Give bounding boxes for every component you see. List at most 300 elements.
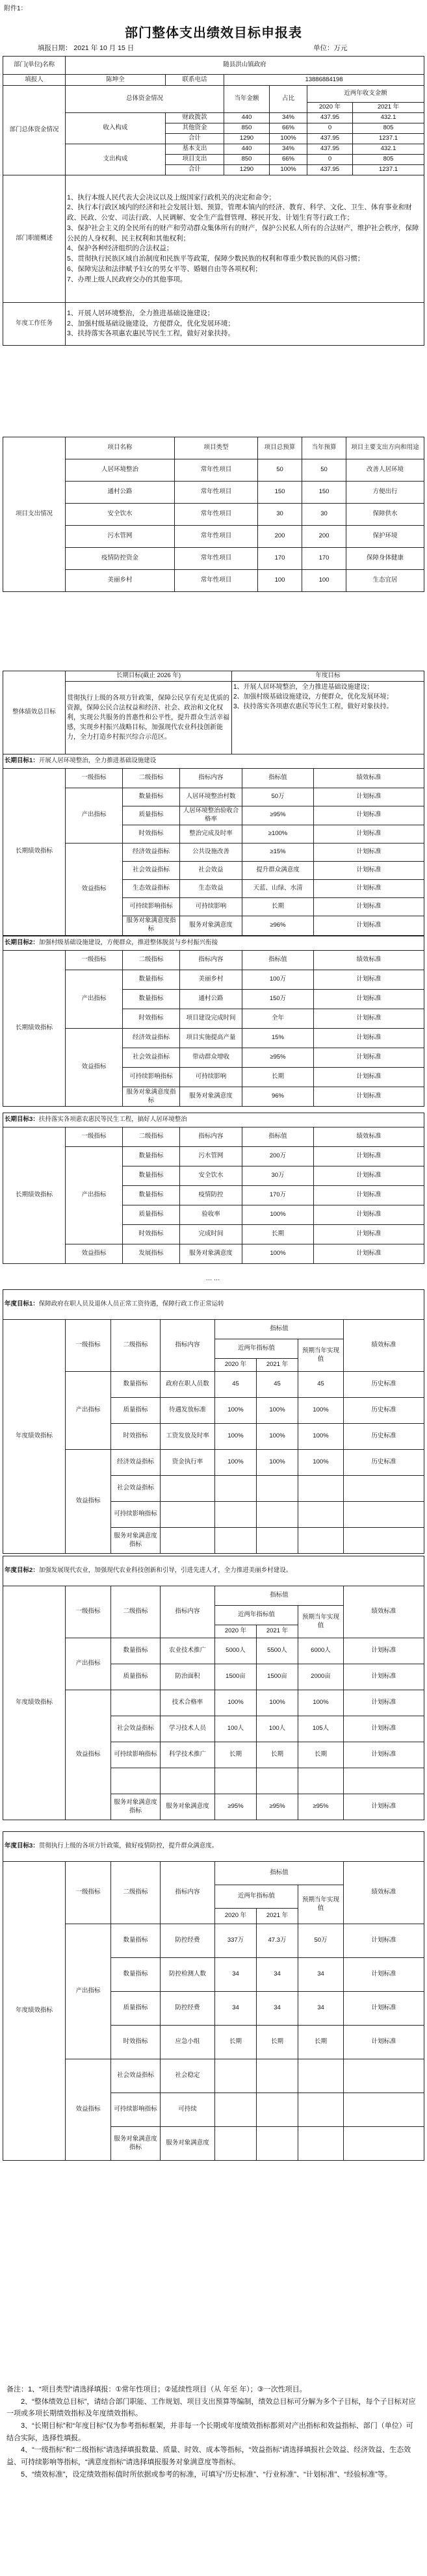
table-cell: 50万: [298, 1924, 344, 1958]
dept-label: 部门(单位)名称: [3, 57, 66, 75]
table-cell: 安全饮水: [180, 1166, 242, 1186]
table-cell: 美丽乡村: [66, 570, 175, 592]
overall-goal-table: [3, 671, 424, 754]
table-cell: 长期: [257, 2026, 298, 2059]
col-header: 2020 年: [215, 1909, 257, 1924]
col-header: 绩效标准: [344, 1862, 424, 1924]
table-cell: 其他资金: [166, 123, 224, 134]
table-cell: 计划标准: [314, 1166, 424, 1186]
table-cell: 疫情防控: [180, 1186, 242, 1205]
table-cell: 可持续: [161, 2093, 215, 2127]
table-cell: 全年: [242, 1009, 314, 1029]
table-cell: 47.3万: [257, 1924, 298, 1958]
page-title: 部门整体支出绩效目标申报表: [125, 25, 302, 40]
table-cell: 天蓝、山绿、水清: [242, 879, 314, 897]
col-header: 二级指标: [111, 1586, 161, 1638]
table-cell: 长期: [242, 897, 314, 916]
table-cell: 服务对象满意度指标: [123, 1087, 180, 1107]
table-cell: 96%: [242, 1087, 314, 1107]
attachment-label: 附件1：: [4, 5, 27, 12]
table-cell: 30: [258, 504, 302, 526]
duty-text: 1、执行本级人民代表大会决议以及上级国家行政机关的决定和命令； 2、执行本行政区域内的经济和社会发展计划、预算，管理本镇内的经济、教育、科学、文化、卫生、体育事业和财政、民政、公安、司法行政、人民调解、安全生产监督管理、移民开发、计划生育等行政工作； 3、保护社会主义的全民所有的财产和劳动群众集体所有的财产，保护公民私人所有的合法财产，维护社会秩序，保障公民的人身权利、民主权利和其他权利； 4、保护各种经济组织的合法权益； 5、贯彻执行民族区域自治制度和民族平等政策，保障少数民族的权利和尊重少数民族的风俗习惯； 6、保障宪法和法律赋予妇女的男女平等、婚姻自由等各项权利； 7、办理上级人民政府交办的其他事项。: [66, 175, 424, 303]
table-cell: 常年性项目: [175, 504, 258, 526]
table-cell: 100%: [257, 1398, 298, 1424]
table-cell: 长期: [298, 2026, 344, 2059]
table-cell: 计划标准: [314, 1147, 424, 1166]
dept-value: 随县洪山镇政府: [66, 57, 424, 75]
table-cell: 服务对象满意度: [161, 2127, 215, 2161]
projects-table: [3, 437, 424, 592]
table-cell: 常年性项目: [175, 482, 258, 504]
table-cell: 常年性项目: [175, 548, 258, 570]
table-row: [3, 526, 424, 548]
table-cell: 长期: [242, 1068, 314, 1087]
table-cell: 经济效益指标: [123, 1029, 180, 1048]
table-cell: 440: [224, 144, 270, 155]
expend-label: 支出构成: [66, 144, 166, 175]
col-header: 一级指标: [66, 951, 123, 970]
year-target-1-head: 年度目标1：保障政府在职人员及退休人员正常工资待遇，保障行政工作正常运转: [3, 1290, 424, 1320]
table-cell: 历史标准: [344, 1372, 424, 1398]
table-cell: 产出指标: [66, 970, 123, 1029]
funds-label: 部门总体资金情况: [3, 86, 66, 175]
table-cell: 效益指标: [66, 1690, 111, 1820]
duty-label: 部门职能概述: [3, 175, 66, 303]
table-cell: 100%: [257, 1690, 298, 1716]
col-header: 指标内容: [180, 1127, 242, 1147]
table-cell: 数量指标: [123, 990, 180, 1009]
year-target-3-head: 年度目标3：贯彻执行上级的各项方针政策，做好疫情防控，提升群众满意度。: [3, 1832, 424, 1862]
col-header: 二级指标: [123, 769, 180, 788]
table-cell: 170: [302, 548, 346, 570]
table-cell: 0: [307, 123, 353, 134]
table-cell: 34: [215, 1992, 257, 2026]
table-cell: 历史标准: [344, 1398, 424, 1424]
table-cell: 计划标准: [314, 1186, 424, 1205]
table-cell: 计划标准: [314, 1244, 424, 1264]
table-cell: 质量指标: [123, 1205, 180, 1225]
table-cell: 疫情防控资金: [66, 548, 175, 570]
table-cell: ≥95%: [215, 1794, 257, 1820]
table-cell: 带动群众增收: [180, 1048, 242, 1068]
table-cell: 计划标准: [344, 1924, 424, 1958]
table-cell: 产出指标: [66, 1924, 111, 2059]
long-goal-text: 贯彻执行上级的各项方针政策，保障公民享有充足优质的资源，保障公民合法权益和经济、社会、政治和文化权利，实现公共服务的普惠性和公平性，提升群众生活幸福感，实现乡村振兴战略目标，加强现代农业科技创新能力，全力打造乡村振兴综合示范区。: [66, 682, 232, 754]
table-cell: 完成时间: [180, 1225, 242, 1244]
table-cell: 5000人: [215, 1638, 257, 1664]
table-cell: 美丽乡村: [180, 970, 242, 990]
col-header: 2021 年: [257, 1359, 298, 1372]
col-header: 预期当年实现值: [298, 1606, 344, 1638]
table-cell: 100人: [257, 1716, 298, 1742]
table-cell: 通村公路: [180, 990, 242, 1009]
table-cell: [111, 1690, 161, 1716]
overall-label: 整体绩效总目标: [3, 671, 66, 754]
table-cell: 计划标准: [344, 1716, 424, 1742]
table-cell: ≥100%: [242, 825, 314, 843]
note-line: 备注：1、“项目类型”请选择填报：①常年性项目；②延续性项目（从 年至 年）；③一次性项目。: [6, 2386, 307, 2393]
table-cell: 200: [258, 526, 302, 548]
table-cell: 服务对象满意度指标: [111, 1528, 161, 1554]
table-cell: 计划标准: [344, 1690, 424, 1716]
table-cell: 1290: [224, 134, 270, 144]
table-row: [3, 570, 424, 592]
table-cell: 437.95: [307, 165, 353, 175]
table-cell: 通村公路: [66, 482, 175, 504]
annual-text: 1、开展人居环境整治，全力推进基础设施建设； 2、加强村级基础设施建设，方便群众，优化发展环境； 3、扶持落实各项惠农惠民等民生工程，做好对象扶持。: [66, 303, 424, 346]
table-cell: 应急小组: [161, 2026, 215, 2059]
table-cell: 计划标准: [314, 990, 424, 1009]
table-cell: 45: [257, 1372, 298, 1398]
table-cell: 社会效益: [180, 861, 242, 879]
table-cell: 计划标准: [314, 970, 424, 990]
table-cell: 50: [258, 459, 302, 482]
table-cell: 计划标准: [344, 1992, 424, 2026]
table-cell: 长期: [242, 1225, 314, 1244]
table-cell: 100%: [257, 1450, 298, 1476]
filler-label: 填报人: [3, 75, 66, 86]
col-header: 2020 年: [215, 1359, 257, 1372]
table-cell: 学习技术人员: [161, 1716, 215, 1742]
table-cell: 质量指标: [111, 1664, 161, 1690]
table-cell: ≥95%: [298, 1794, 344, 1820]
table-cell: 计划标准: [314, 1068, 424, 1087]
col-header: 指标内容: [180, 951, 242, 970]
long-metrics-label: 长期绩效指标: [3, 951, 66, 1107]
table-cell: 质量指标: [123, 806, 180, 825]
table-cell: 污水管网: [180, 1147, 242, 1166]
table-cell: 805: [353, 155, 424, 165]
table-cell: 45: [298, 1372, 344, 1398]
table-cell: 计划标准: [314, 1225, 424, 1244]
col-header: 一级指标: [66, 1127, 123, 1147]
table-cell: 验收率: [180, 1205, 242, 1225]
table-cell: 200万: [242, 1147, 314, 1166]
table-cell: 计划标准: [314, 806, 424, 825]
long-goal-header: 长期目标(截止 2026 年): [66, 671, 232, 682]
table-cell: 数量指标: [123, 1186, 180, 1205]
table-cell: 常年性项目: [175, 570, 258, 592]
table-cell: 效益指标: [66, 2059, 111, 2161]
table-cell: 100%: [215, 1398, 257, 1424]
table-cell: 150: [302, 482, 346, 504]
col-header: 预期当年实现值: [298, 1339, 344, 1372]
table-cell: 100%: [298, 1424, 344, 1450]
col-header: 二级指标: [123, 951, 180, 970]
table-cell: 100%: [215, 1424, 257, 1450]
table-cell: 数量指标: [111, 1372, 161, 1398]
table-cell: 34: [298, 1992, 344, 2026]
col-header: 绩效标准: [314, 769, 424, 788]
col-header: 绩效标准: [344, 1586, 424, 1638]
table-cell: 805: [353, 123, 424, 134]
table-cell: 45: [215, 1372, 257, 1398]
table-cell: 人居环境整治: [66, 459, 175, 482]
long-target-2: [3, 936, 424, 1107]
continuation-dots: ……: [205, 1275, 222, 1282]
unit-label: 单位：万元: [313, 44, 348, 52]
table-cell: 可持续影响指标: [111, 2093, 161, 2127]
table-cell: 社会效益指标: [111, 1476, 161, 1502]
table-cell: 100%: [215, 1690, 257, 1716]
table-cell: 经济效益指标: [111, 1450, 161, 1476]
table-cell: 150: [258, 482, 302, 504]
year-target-2-head: 年度目标2：加强发展现代农业，加强现代农业科技创新和引导，引进先进人才，全力推进美丽乡村建设。: [3, 1556, 424, 1586]
table-cell: 计划标准: [314, 861, 424, 879]
table-cell: 可持续影响指标: [111, 1742, 161, 1768]
col-header: 绩效标准: [314, 951, 424, 970]
table-cell: 服务对象满意度指标: [111, 1794, 161, 1820]
table-cell: 质量指标: [111, 1992, 161, 2026]
col-header: 绩效标准: [344, 1320, 424, 1372]
col-header: 指标内容: [161, 1320, 215, 1372]
table-cell: 保障供水: [346, 504, 424, 526]
table-cell: 6000人: [298, 1638, 344, 1664]
table-cell: 105人: [298, 1716, 344, 1742]
table-cell: 计划标准: [344, 2026, 424, 2059]
table-cell: 66%: [270, 123, 307, 134]
table-cell: 数量指标: [111, 1924, 161, 1958]
table-cell: 防控检测人数: [161, 1958, 215, 1992]
table-cell: 社会效益指标: [111, 2059, 161, 2093]
table-cell: 计划标准: [344, 1958, 424, 1992]
table-cell: 项目建设完成时间: [180, 1009, 242, 1029]
year-2020: 2020 年: [307, 103, 353, 113]
table-cell: 170万: [242, 1186, 314, 1205]
year-target-3: [3, 1831, 424, 2161]
table-cell: ≥95%: [242, 806, 314, 825]
table-cell: 整治完成及时率: [180, 825, 242, 843]
long-target-1-head: 长期目标1：开展人居环境整治，全力推进基础设施建设: [3, 754, 424, 769]
table-cell: 保护环境: [346, 526, 424, 548]
table-cell: 历史标准: [344, 1424, 424, 1450]
funds-recent-header: 近两年收支金额: [307, 86, 424, 103]
table-cell: 50万: [242, 788, 314, 806]
table-cell: 计划标准: [344, 1794, 424, 1820]
col-header: 指标内容: [161, 1586, 215, 1638]
long-metrics-label: 长期绩效指标: [3, 1127, 66, 1264]
table-cell: 5500人: [257, 1638, 298, 1664]
table-cell: 30: [302, 504, 346, 526]
table-cell: 提升群众满意度: [242, 861, 314, 879]
note-line: 3、“长期目标”和“年度目标”仅为参考指标框架，并非每一个长期或年度绩效指标都须对产出指标和效益指标、部门（单位）可结合实际，选择性填报。: [6, 2422, 413, 2442]
table-cell: 100%: [270, 134, 307, 144]
table-cell: 服务对象满意度指标: [123, 916, 180, 935]
table-cell: 1500亩: [257, 1664, 298, 1690]
col-header: 项目主要支出方向和用途: [346, 437, 424, 459]
table-cell: 服务对象满意度: [180, 1244, 242, 1264]
table-cell: 100%: [257, 1424, 298, 1450]
table-cell: 效益指标: [66, 1450, 111, 1554]
long-target-3: [3, 1113, 424, 1264]
table-cell: 30万: [242, 1166, 314, 1186]
table-row: [3, 504, 424, 526]
table-cell: 计划标准: [314, 897, 424, 916]
year-goal-text: 1、开展人居环境整治，全力推进基础设施建设； 2、加强村级基础设施建设，方便群众，优化发展环境； 3、扶持落实各项惠农惠民等民生工程，做好对象扶持。: [232, 682, 424, 754]
table-cell: 技术合格率: [161, 1690, 215, 1716]
table-cell: 常年性项目: [175, 459, 258, 482]
table-cell: 34: [298, 1958, 344, 1992]
table-row: [3, 482, 424, 504]
table-cell: 公共设施改善: [180, 843, 242, 861]
table-cell: 长期: [257, 1742, 298, 1768]
long-target-3-head: 长期目标3：扶持落实各项惠农惠民等民生工程，搞好人居环境整治: [3, 1113, 424, 1127]
table-cell: 服务对象满意度: [161, 1794, 215, 1820]
table-cell: 100万: [242, 970, 314, 990]
table-cell: 数量指标: [123, 970, 180, 990]
year-target-2: [3, 1556, 424, 1820]
table-cell: 社会效益指标: [111, 1716, 161, 1742]
table-cell: 850: [224, 123, 270, 134]
note-line: 2、“整体绩效总目标”，请结合部门职能、工作规划、项目支出预算等编制，绩效总目标可分解为多个子目标，每个子目标对应一项或多项长期绩效指标及年度绩效指标。: [6, 2397, 416, 2418]
table-cell: 437.95: [307, 134, 353, 144]
table-cell: 保障身体健康: [346, 548, 424, 570]
table-cell: 发展指标: [123, 1244, 180, 1264]
table-cell: 2000亩: [298, 1664, 344, 1690]
table-cell: ≥95%: [257, 1794, 298, 1820]
col-header: 一级指标: [66, 1862, 111, 1924]
table-cell: 100%: [215, 1450, 257, 1476]
phone-label: 联系电话: [166, 75, 224, 86]
table-cell: 农业技术推广: [161, 1638, 215, 1664]
col-header: 一级指标: [66, 1320, 111, 1372]
table-cell: 432.1: [353, 144, 424, 155]
table-cell: 数量指标: [123, 788, 180, 806]
table-cell: 产出指标: [66, 1372, 111, 1450]
funds-amount-header: 当年金额: [224, 86, 270, 113]
table-cell: 计划标准: [314, 1009, 424, 1029]
table-cell: 服务对象满意度: [180, 1087, 242, 1107]
col-header: 近两年指标值: [215, 1606, 298, 1625]
table-cell: 政府在职人员数: [161, 1372, 215, 1398]
table-cell: 效益指标: [66, 843, 123, 935]
table-cell: 方便出行: [346, 482, 424, 504]
table-cell: 科学技术推广: [161, 1742, 215, 1768]
table-cell: 质量指标: [111, 1398, 161, 1424]
table-cell: 防治面积: [161, 1664, 215, 1690]
table-cell: 产出指标: [66, 1638, 111, 1690]
col-header: 二级指标: [123, 1127, 180, 1147]
table-cell: 安全饮水: [66, 504, 175, 526]
table-cell: 数量指标: [111, 1638, 161, 1664]
table-cell: 计划标准: [344, 1664, 424, 1690]
fill-date: 填报日期： 2021 年 10 月 15 日: [38, 44, 135, 52]
table-cell: 改善人居环境: [346, 459, 424, 482]
col-header: 二级指标: [111, 1320, 161, 1372]
col-header: 指标值: [242, 951, 314, 970]
note-line: 5、“绩效标准”，设定绩效指标值时所依据或参考的标准，可填写“历史标准”、“行业标准”、“计划标准”、“经验标准”等。: [21, 2470, 392, 2479]
col-header: 项目名称: [66, 437, 175, 459]
table-cell: 数量指标: [123, 1166, 180, 1186]
projects-label: 项目支出情况: [3, 437, 66, 592]
table-cell: 社会效益指标: [123, 1048, 180, 1068]
table-cell: 100人: [215, 1716, 257, 1742]
funds-ratio-header: 占比: [270, 86, 307, 113]
col-header: 指标值: [242, 769, 314, 788]
year-goal-header: 年度目标: [232, 671, 424, 682]
col-header: 项目总预算: [258, 437, 302, 459]
col-header: 近两年指标值: [215, 1339, 298, 1359]
col-header: 近两年指标值: [215, 1885, 298, 1909]
table-cell: 时效指标: [111, 1424, 161, 1450]
table-cell: 生态效益指标: [123, 879, 180, 897]
table-cell: 66%: [270, 155, 307, 165]
income-label: 收入构成: [66, 113, 166, 144]
table-cell: 100%: [298, 1450, 344, 1476]
table-cell: 时效指标: [111, 2026, 161, 2059]
annual-label: 年度工作任务: [3, 303, 66, 346]
col-header: 一级指标: [66, 769, 123, 788]
table-cell: 时效指标: [123, 825, 180, 843]
table-cell: 数量指标: [111, 1958, 161, 1992]
year-metrics-label: 年度绩效指标: [3, 1862, 66, 2161]
note-line: 4、“一级指标”和“二级指标”请选择填报数量、质量、时效、成本等指标，“效益指标”请选择填报社会效益、经济效益、生态效益、可持续影响等指标，“满意度指标”请选择填报服务对象满意度等指标。: [6, 2446, 411, 2467]
table-cell: 计划标准: [314, 879, 424, 897]
table-cell: 100%: [270, 165, 307, 175]
table-cell: 时效指标: [123, 1225, 180, 1244]
long-metrics-label: 长期绩效指标: [3, 769, 66, 936]
table-cell: 计划标准: [314, 916, 424, 935]
table-cell: 合计: [166, 134, 224, 144]
table-cell: 防控经费: [161, 1924, 215, 1958]
table-cell: 社会稳定: [161, 2059, 215, 2093]
long-target-1: [3, 754, 424, 936]
table-cell: 数量指标: [123, 1147, 180, 1166]
table-cell: 计划标准: [344, 1742, 424, 1768]
table-cell: 资金执行率: [161, 1450, 215, 1476]
table-cell: 产出指标: [66, 1147, 123, 1244]
table-cell: 1290: [224, 165, 270, 175]
header-table: [3, 56, 424, 346]
table-cell: 337万: [215, 1924, 257, 1958]
table-cell: 432.1: [353, 113, 424, 123]
table-cell: 计划标准: [314, 1029, 424, 1048]
table-cell: 计划标准: [344, 1638, 424, 1664]
table-cell: 效益指标: [66, 1244, 123, 1264]
long-target-2-head: 长期目标2：加强村级基础设施建设，方便群众，推进整体脱贫与乡村振兴衔接: [3, 936, 424, 951]
table-cell: 工资发放及时率: [161, 1424, 215, 1450]
filler-value: 陈坤全: [66, 75, 166, 86]
year-metrics-label: 年度绩效指标: [3, 1586, 66, 1820]
table-cell: 长期: [215, 1742, 257, 1768]
funds-total-header: 总体资金情况: [66, 86, 224, 113]
table-cell: 项目实施提高产量: [180, 1029, 242, 1048]
col-header: 2021 年: [257, 1625, 298, 1638]
col-header: 指标值: [215, 1320, 344, 1339]
table-cell: 0: [307, 155, 353, 165]
table-cell: 437.95: [307, 144, 353, 155]
phone-value: 13886884198: [224, 75, 424, 86]
table-cell: 15%: [242, 1029, 314, 1048]
table-cell: ≥95%: [242, 1048, 314, 1068]
table-cell: 34: [257, 1958, 298, 1992]
table-cell: 效益指标: [66, 1029, 123, 1107]
table-cell: 计划标准: [314, 1205, 424, 1225]
table-cell: 服务对象满意度: [180, 916, 242, 935]
table-cell: 防控经费: [161, 1992, 215, 2026]
col-header: 指标值: [215, 1862, 344, 1885]
notes: [6, 2384, 420, 2481]
table-cell: 历史标准: [344, 1450, 424, 1476]
table-cell: 850: [224, 155, 270, 165]
table-cell: 100%: [298, 1690, 344, 1716]
table-cell: 计划标准: [314, 1087, 424, 1107]
table-cell: 待遇发放标准: [161, 1398, 215, 1424]
table-cell: 100%: [242, 1244, 314, 1264]
table-cell: 人居环境整治村数: [180, 788, 242, 806]
table-cell: ≥15%: [242, 843, 314, 861]
table-row: [3, 548, 424, 570]
